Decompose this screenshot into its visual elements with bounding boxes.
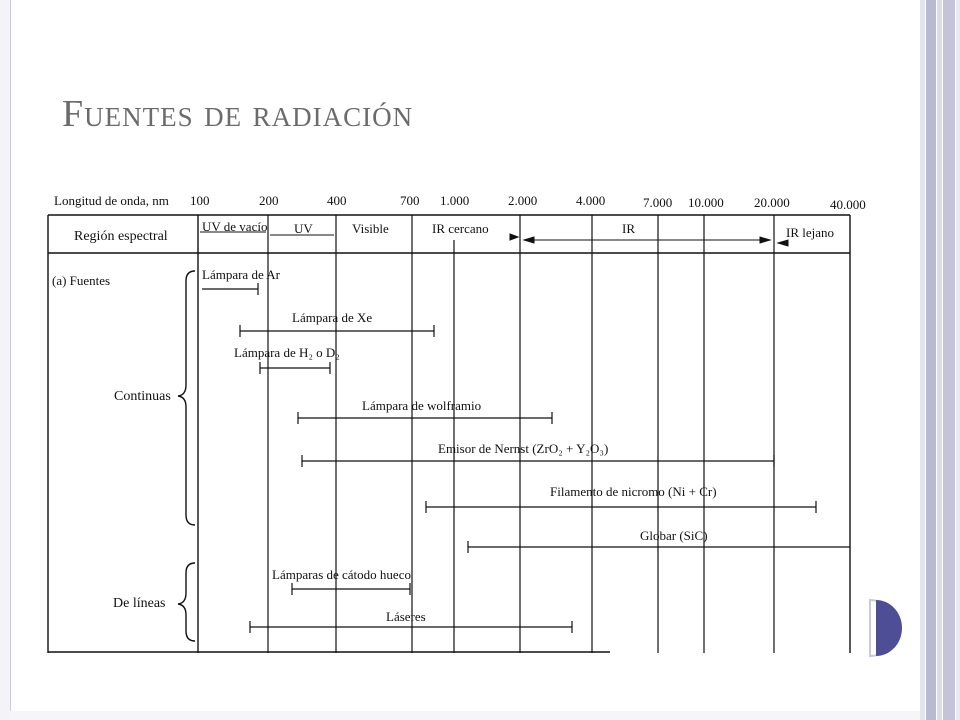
region-ir-lejano: IR lejano [786,225,835,240]
source-label-wolframio: Lámpara de wolframio [362,398,482,413]
region-uv: UV [294,221,313,236]
source-label-laseres: Láseres [386,609,426,624]
spectral-sources-diagram [40,185,885,660]
slide-frame-right [920,0,960,720]
source-label-ar: Lámpara de Ar [202,267,280,282]
source-label-h2-d2: Lámpara de H₂ o D₂ [234,345,340,360]
tick-label-20000: 20.000 [754,195,790,210]
section-label: (a) Fuentes [52,273,111,288]
slide-frame-left [0,0,11,720]
source-label-nernst: Emisor de Nernst (ZrO₂ + Y₂O₃) [438,441,609,456]
wavelength-tick-labels [190,193,866,212]
source-label-xe: Lámpara de Xe [292,310,373,325]
region-visible: Visible [352,221,389,236]
tick-label-10000: 10.000 [688,195,724,210]
region-ir-cercano: IR cercano [432,221,489,236]
row-label: Región espectral [74,229,168,244]
source-label-globar: Globar (SiC) [640,528,708,543]
tick-label-700: 700 [400,193,420,208]
brace-de-lineas [178,563,195,641]
tick-label-40000: 40.000 [830,197,866,212]
slide-frame-bottom [10,711,920,720]
decorative-half-circle [866,598,914,658]
source-ranges [202,267,850,633]
group-label-de-lineas: De líneas [113,596,166,611]
table-frame [48,215,850,653]
group-braces [178,271,195,641]
arrow-head-left [524,237,534,243]
wavelength-grid-lines [268,215,774,653]
group-label-continuas: Continuas [114,389,171,404]
source-label-catodo-hueco: Lámparas de cátodo hueco [272,567,411,582]
tick-label-7000: 7.000 [643,195,673,210]
slide-title: Fuentes de radiación [62,93,414,135]
arrow-head-ir-lejano [778,240,788,246]
region-ir: IR [622,221,635,236]
tick-label-2000: 2.000 [508,193,538,208]
axis-label: Longitud de onda, nm [54,193,169,208]
arrow-head-right [760,237,770,243]
tick-label-100: 100 [190,193,210,208]
brace-continuas [178,271,195,525]
tick-label-400: 400 [327,193,347,208]
tick-label-4000: 4.000 [576,193,606,208]
source-label-nicromo: Filamento de nicromo (Ni + Cr) [550,484,717,499]
tick-label-200: 200 [259,193,279,208]
region-arrows [200,232,788,246]
region-uv-vacio: UV de vacío [202,219,268,234]
tick-label-1000: 1.000 [440,193,470,208]
arrow-head-ir-cercano-right [510,234,518,240]
